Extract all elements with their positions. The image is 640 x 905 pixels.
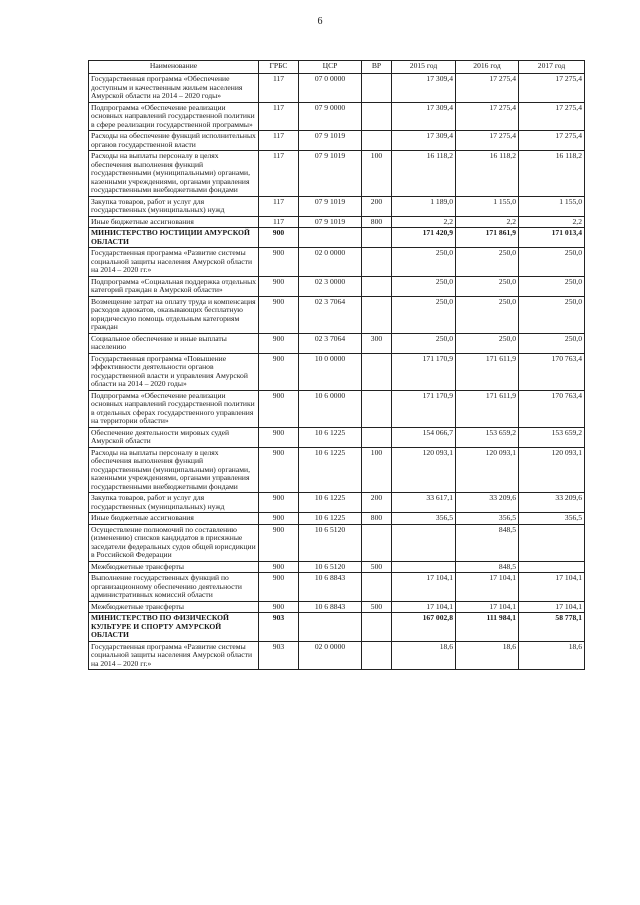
row-2015: 250,0	[392, 276, 456, 296]
row-2015: 17 104,1	[392, 573, 456, 602]
row-2017: 153 659,2	[519, 427, 585, 447]
row-2017: 17 275,4	[519, 102, 585, 131]
row-2015: 17 309,4	[392, 74, 456, 103]
table-row	[89, 131, 585, 151]
row-2016: 153 659,2	[456, 427, 519, 447]
row-2015: 171 170,9	[392, 353, 456, 390]
row-2016: 250,0	[456, 248, 519, 277]
row-csr: 10 6 1225	[299, 513, 362, 525]
row-csr: 02 0 0000	[299, 641, 362, 670]
row-csr: 02 3 7064	[299, 333, 362, 353]
row-name: Подпрограмма «Обеспечение реализации основных направлений государственной политики в отдельных сферах государственного управления на территории области»	[89, 390, 259, 427]
row-2017: 171 013,4	[519, 228, 585, 248]
row-csr: 02 3 0000	[299, 276, 362, 296]
table-row	[89, 102, 585, 131]
row-2017: 17 104,1	[519, 601, 585, 613]
row-2016: 171 861,9	[456, 228, 519, 248]
row-vr	[362, 524, 392, 561]
header-vr: ВР	[362, 61, 392, 74]
row-2016: 356,5	[456, 513, 519, 525]
table-row	[89, 641, 585, 670]
row-grbs: 900	[259, 248, 299, 277]
row-2017: 170 763,4	[519, 353, 585, 390]
table-row	[89, 601, 585, 613]
row-2015: 2,2	[392, 216, 456, 228]
row-2016: 250,0	[456, 276, 519, 296]
row-name: Выполнение государственных функций по организационному обеспечению деятельности административных комиссий области	[89, 573, 259, 602]
row-grbs: 117	[259, 196, 299, 216]
row-csr: 07 9 1019	[299, 196, 362, 216]
row-vr	[362, 248, 392, 277]
row-name: Межбюджетные трансферты	[89, 561, 259, 573]
row-vr: 100	[362, 151, 392, 197]
row-2015: 17 104,1	[392, 601, 456, 613]
row-csr: 07 9 1019	[299, 216, 362, 228]
row-vr	[362, 276, 392, 296]
row-csr: 10 6 1225	[299, 427, 362, 447]
header-grbs: ГРБС	[259, 61, 299, 74]
table-row	[89, 74, 585, 103]
row-2017: 17 275,4	[519, 74, 585, 103]
row-name: Подпрограмма «Социальная поддержка отдельных категорий граждан в Амурской области»	[89, 276, 259, 296]
row-2015: 250,0	[392, 333, 456, 353]
row-vr: 100	[362, 447, 392, 493]
row-vr	[362, 228, 392, 248]
header-2017: 2017 год	[519, 61, 585, 74]
table-row	[89, 390, 585, 427]
row-2017: 1 155,0	[519, 196, 585, 216]
row-2015: 120 093,1	[392, 447, 456, 493]
row-name: Государственная программа «Обеспечение доступным и качественным жильем населения Амурской области на 2014 – 2020 годы»	[89, 74, 259, 103]
header-2015: 2015 год	[392, 61, 456, 74]
row-2015: 167 002,8	[392, 613, 456, 642]
table-row	[89, 613, 585, 642]
row-csr: 10 6 1225	[299, 447, 362, 493]
row-grbs: 900	[259, 513, 299, 525]
row-name: Социальное обеспечение и иные выплаты населению	[89, 333, 259, 353]
row-2015: 250,0	[392, 296, 456, 333]
row-grbs: 903	[259, 641, 299, 670]
row-2017: 2,2	[519, 216, 585, 228]
table-row	[89, 196, 585, 216]
row-vr	[362, 613, 392, 642]
row-2016: 18,6	[456, 641, 519, 670]
row-grbs: 900	[259, 276, 299, 296]
table-row	[89, 561, 585, 573]
header-2016: 2016 год	[456, 61, 519, 74]
page-number: 6	[317, 16, 323, 27]
row-grbs: 900	[259, 493, 299, 513]
row-2017: 250,0	[519, 296, 585, 333]
row-csr: 10 0 0000	[299, 353, 362, 390]
row-2015: 171 170,9	[392, 390, 456, 427]
row-grbs: 900	[259, 296, 299, 333]
row-csr: 07 0 0000	[299, 74, 362, 103]
row-2016: 171 611,9	[456, 353, 519, 390]
row-2015: 33 617,1	[392, 493, 456, 513]
header-row	[89, 61, 585, 74]
row-name: Осуществление полномочий по составлению (изменению) списков кандидатов в присяжные заседатели федеральных судов общей юрисдикции в Российской Федерации	[89, 524, 259, 561]
row-2015: 17 309,4	[392, 102, 456, 131]
row-grbs: 900	[259, 427, 299, 447]
row-grbs: 900	[259, 447, 299, 493]
row-2016: 2,2	[456, 216, 519, 228]
table-row	[89, 513, 585, 525]
row-csr: 10 6 8843	[299, 573, 362, 602]
row-2017: 170 763,4	[519, 390, 585, 427]
row-name: Подпрограмма «Обеспечение реализации основных направлений государственной политики в сфере реализации государственной программы»	[89, 102, 259, 131]
row-csr: 10 6 5120	[299, 561, 362, 573]
row-2017	[519, 561, 585, 573]
row-2016: 16 118,2	[456, 151, 519, 197]
row-2016: 120 093,1	[456, 447, 519, 493]
row-vr	[362, 573, 392, 602]
row-vr	[362, 641, 392, 670]
table-row	[89, 296, 585, 333]
row-2015	[392, 524, 456, 561]
row-name: Обеспечение деятельности мировых судей Амурской области	[89, 427, 259, 447]
row-csr	[299, 228, 362, 248]
row-csr: 10 6 0000	[299, 390, 362, 427]
row-name: Иные бюджетные ассигнования	[89, 513, 259, 525]
row-2015	[392, 561, 456, 573]
row-2016: 171 611,9	[456, 390, 519, 427]
row-vr: 200	[362, 196, 392, 216]
row-2016: 17 275,4	[456, 131, 519, 151]
table-row	[89, 447, 585, 493]
row-2017	[519, 524, 585, 561]
row-name: МИНИСТЕРСТВО ЮСТИЦИИ АМУРСКОЙ ОБЛАСТИ	[89, 228, 259, 248]
row-csr: 10 6 5120	[299, 524, 362, 561]
row-grbs: 117	[259, 102, 299, 131]
row-csr: 02 3 7064	[299, 296, 362, 333]
row-2016: 250,0	[456, 296, 519, 333]
table-row	[89, 353, 585, 390]
row-vr: 200	[362, 493, 392, 513]
table-row	[89, 493, 585, 513]
row-2015: 171 420,9	[392, 228, 456, 248]
row-2017: 356,5	[519, 513, 585, 525]
row-name: Закупка товаров, работ и услуг для государственных (муниципальных) нужд	[89, 493, 259, 513]
table-row	[89, 216, 585, 228]
row-2017: 250,0	[519, 333, 585, 353]
table-row	[89, 228, 585, 248]
row-grbs: 900	[259, 333, 299, 353]
row-name: Расходы на выплаты персоналу в целях обеспечения выполнения функций государственными (муниципальными) органами, казенными учреждениями, органами управления государственными внебюджетными фондами	[89, 151, 259, 197]
row-name: Государственная программа «Развитие системы социальной защиты населения Амурской области на 2014 – 2020 гг.»	[89, 641, 259, 670]
table-row	[89, 573, 585, 602]
row-grbs: 900	[259, 390, 299, 427]
row-name: Расходы на выплаты персоналу в целях обеспечения выполнения функций государственными (муниципальными) органами, казенными учреждениями, органами управления государственными внебюджетными фондами	[89, 447, 259, 493]
row-2017: 17 104,1	[519, 573, 585, 602]
row-2016: 17 104,1	[456, 601, 519, 613]
row-2015: 1 189,0	[392, 196, 456, 216]
row-2015: 16 118,2	[392, 151, 456, 197]
row-grbs: 900	[259, 353, 299, 390]
row-grbs: 903	[259, 613, 299, 642]
table-row	[89, 276, 585, 296]
row-grbs: 900	[259, 524, 299, 561]
row-grbs: 117	[259, 131, 299, 151]
row-vr: 500	[362, 601, 392, 613]
row-grbs: 117	[259, 74, 299, 103]
row-2016: 17 275,4	[456, 102, 519, 131]
row-2017: 17 275,4	[519, 131, 585, 151]
row-name: Государственная программа «Развитие системы социальной защиты населения Амурской области на 2014 – 2020 гг.»	[89, 248, 259, 277]
header-name: Наименование	[89, 61, 259, 74]
row-2016: 33 209,6	[456, 493, 519, 513]
row-csr: 07 9 0000	[299, 102, 362, 131]
row-2016: 848,5	[456, 561, 519, 573]
table-row	[89, 151, 585, 197]
row-2017: 120 093,1	[519, 447, 585, 493]
row-vr	[362, 353, 392, 390]
row-grbs: 900	[259, 228, 299, 248]
row-csr: 10 6 1225	[299, 493, 362, 513]
row-2016: 250,0	[456, 333, 519, 353]
row-2016: 111 984,1	[456, 613, 519, 642]
row-2016: 17 104,1	[456, 573, 519, 602]
row-name: Государственная программа «Повышение эффективности деятельности органов государственной власти и управления Амурской области на 2014 – 2020 годы»	[89, 353, 259, 390]
row-2017: 58 778,1	[519, 613, 585, 642]
row-2015: 356,5	[392, 513, 456, 525]
row-vr	[362, 390, 392, 427]
table-row	[89, 333, 585, 353]
row-csr	[299, 613, 362, 642]
row-2015: 18,6	[392, 641, 456, 670]
row-grbs: 900	[259, 573, 299, 602]
row-2016: 17 275,4	[456, 74, 519, 103]
row-2015: 154 066,7	[392, 427, 456, 447]
row-vr	[362, 296, 392, 333]
row-2017: 250,0	[519, 276, 585, 296]
row-name: Иные бюджетные ассигнования	[89, 216, 259, 228]
row-csr: 07 9 1019	[299, 151, 362, 197]
row-grbs: 117	[259, 216, 299, 228]
row-name: Закупка товаров, работ и услуг для государственных (муниципальных) нужд	[89, 196, 259, 216]
row-2016: 848,5	[456, 524, 519, 561]
row-vr	[362, 427, 392, 447]
row-2017: 18,6	[519, 641, 585, 670]
row-vr: 500	[362, 561, 392, 573]
row-name: Расходы на обеспечение функций исполнительных органов государственной власти	[89, 131, 259, 151]
budget-table	[88, 60, 585, 670]
row-name: Межбюджетные трансферты	[89, 601, 259, 613]
row-vr	[362, 74, 392, 103]
row-2017: 250,0	[519, 248, 585, 277]
row-grbs: 900	[259, 561, 299, 573]
table-row	[89, 248, 585, 277]
row-vr	[362, 131, 392, 151]
table-row	[89, 427, 585, 447]
row-name: Возмещение затрат на оплату труда и компенсация расходов адвокатов, оказывающих бесплатную юридическую помощь отдельным категориям граждан	[89, 296, 259, 333]
row-csr: 07 9 1019	[299, 131, 362, 151]
header-csr: ЦСР	[299, 61, 362, 74]
row-name: МИНИСТЕРСТВО ПО ФИЗИЧЕСКОЙ КУЛЬТУРЕ И СПОРТУ АМУРСКОЙ ОБЛАСТИ	[89, 613, 259, 642]
row-vr	[362, 102, 392, 131]
table-row	[89, 524, 585, 561]
row-2015: 250,0	[392, 248, 456, 277]
row-2017: 16 118,2	[519, 151, 585, 197]
row-grbs: 900	[259, 601, 299, 613]
row-csr: 10 6 8843	[299, 601, 362, 613]
row-2017: 33 209,6	[519, 493, 585, 513]
row-csr: 02 0 0000	[299, 248, 362, 277]
row-2015: 17 309,4	[392, 131, 456, 151]
row-grbs: 117	[259, 151, 299, 197]
row-vr: 800	[362, 216, 392, 228]
row-vr: 800	[362, 513, 392, 525]
row-2016: 1 155,0	[456, 196, 519, 216]
row-vr: 300	[362, 333, 392, 353]
